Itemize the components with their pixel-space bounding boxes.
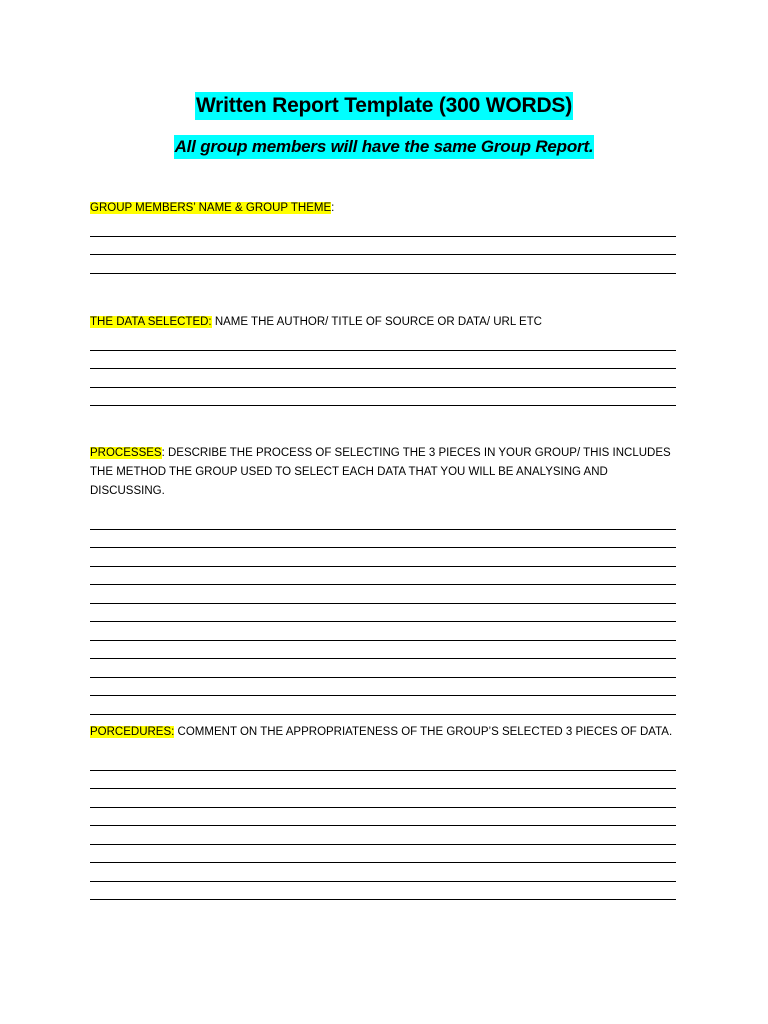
section-instruction: : DESCRIBE THE PROCESS OF SELECTING THE 3 PIECES IN YOUR GROUP/ THIS INCLUDES THE METHOD THE GROUP USED TO SELECT EACH DATA THAT YOU WILL BE ANALYSING AND DISCUSSING.	[90, 447, 671, 497]
writing-line	[90, 771, 676, 790]
writing-line	[90, 882, 676, 901]
writing-line	[90, 641, 676, 660]
section-heading	[90, 313, 676, 332]
writing-line	[90, 845, 676, 864]
section-heading	[90, 199, 676, 218]
section-instruction: COMMENT ON THE APPROPRIATENESS OF THE GROUP’S SELECTED 3 PIECES OF DATA.	[174, 726, 673, 738]
subtitle-container	[0, 135, 768, 159]
writing-lines	[90, 511, 676, 715]
writing-line	[90, 567, 676, 586]
section-heading	[90, 723, 676, 742]
document-title: Written Report Template (300 WORDS)	[195, 92, 573, 120]
writing-line	[90, 622, 676, 641]
writing-line	[90, 696, 676, 715]
writing-lines	[90, 218, 676, 274]
section-instruction: :	[331, 202, 335, 214]
writing-line	[90, 237, 676, 256]
writing-line	[90, 218, 676, 237]
section-label: PROCESSES	[90, 447, 162, 459]
document-subtitle: All group members will have the same Group Report.	[174, 135, 595, 159]
section-procedures	[90, 723, 676, 900]
writing-line	[90, 604, 676, 623]
writing-line	[90, 659, 676, 678]
writing-line	[90, 332, 676, 351]
writing-line	[90, 826, 676, 845]
section-label: THE DATA SELECTED:	[90, 316, 212, 328]
writing-line	[90, 789, 676, 808]
section-heading	[90, 444, 676, 501]
section-group-members	[90, 199, 676, 274]
writing-line	[90, 585, 676, 604]
writing-line	[90, 388, 676, 407]
writing-line	[90, 808, 676, 827]
section-data-selected	[90, 313, 676, 406]
writing-line	[90, 511, 676, 530]
writing-line	[90, 678, 676, 697]
section-label: PORCEDURES:	[90, 726, 175, 738]
writing-line	[90, 548, 676, 567]
writing-lines	[90, 332, 676, 406]
section-instruction: NAME THE AUTHOR/ TITLE OF SOURCE OR DATA/ URL ETC	[211, 316, 542, 328]
writing-line	[90, 351, 676, 370]
writing-line	[90, 255, 676, 274]
section-label: GROUP MEMBERS’ NAME & GROUP THEME	[90, 202, 332, 214]
writing-lines	[90, 752, 676, 900]
title-container	[0, 92, 768, 120]
writing-line	[90, 863, 676, 882]
writing-line	[90, 530, 676, 549]
writing-line	[90, 752, 676, 771]
writing-line	[90, 369, 676, 388]
section-processes	[90, 444, 676, 715]
